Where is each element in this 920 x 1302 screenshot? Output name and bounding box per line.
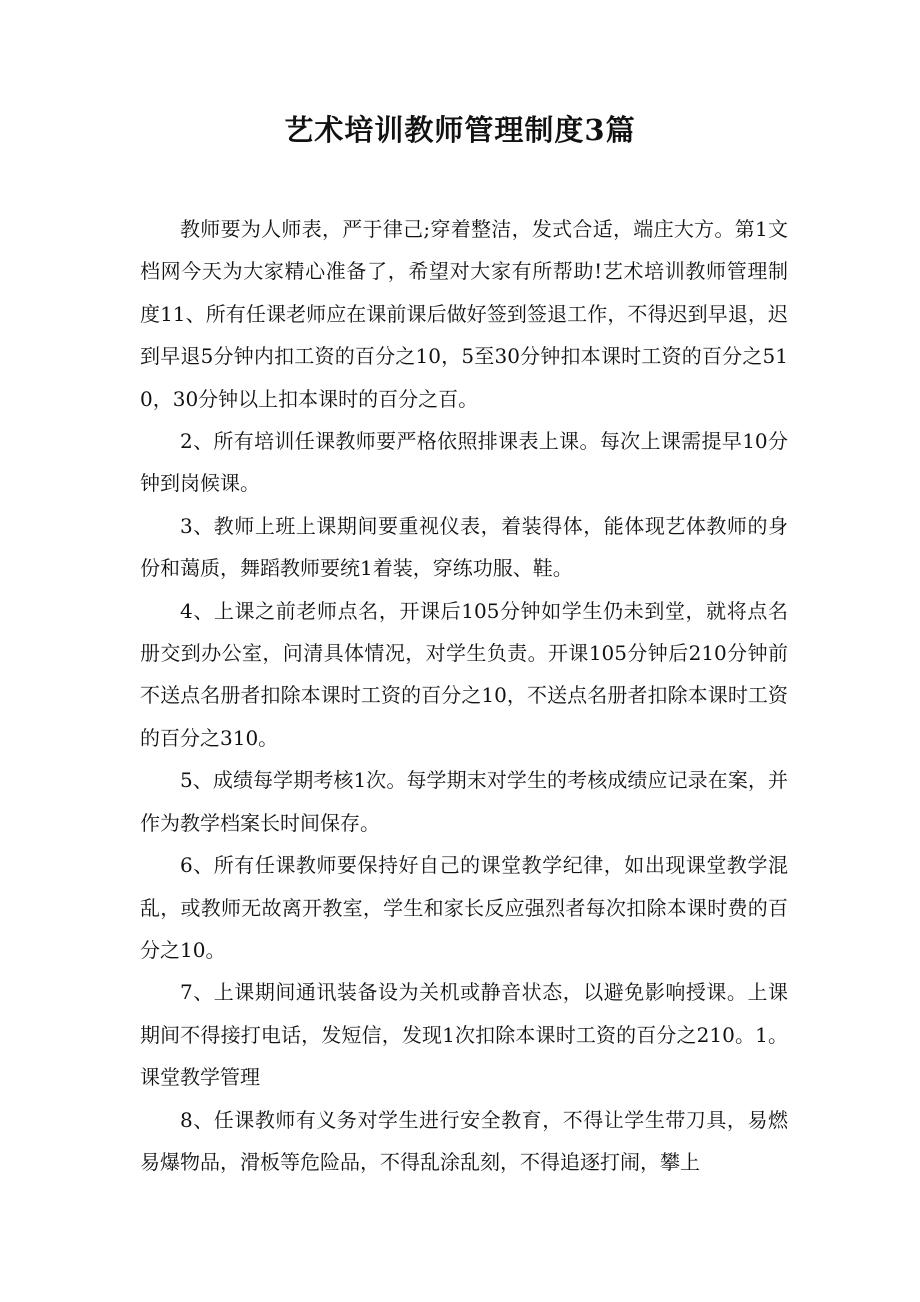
paragraph: 5、成绩每学期考核1次。每学期末对学生的考核成绩应记录在案，并作为教学档案长时间保存。 bbox=[140, 768, 788, 835]
paragraph: 2、所有培训任课教师要严格依照排课表上课。每次上课需提早10分钟到岗候课。 bbox=[140, 429, 788, 496]
document-title: 艺术培训教师管理制度3篇 bbox=[284, 113, 636, 147]
paragraph: 教师要为人师表，严于律己;穿着整洁，发式合适，端庄大方。第1文档网今天为大家精心准备了，希望对大家有所帮助!艺术培训教师管理制度11、所有任课老师应在课前课后做好签到签退工作，不得迟到早退，迟到早退5分钟内扣工资的百分之10，5至30分钟扣本课时工资的百分之510，30分钟以上扣本课时的百分之百。 bbox=[140, 217, 788, 411]
paragraph: 3、教师上班上课期间要重视仪表，着装得体，能体现艺体教师的身份和蔼质，舞蹈教师要统1着装，穿练功服、鞋。 bbox=[140, 513, 788, 581]
paragraph: 7、上课期间通讯装备设为关机或静音状态，以避免影响授课。上课期间不得接打电话，发短信，发现1次扣除本课时工资的百分之210。1。课堂教学管理 bbox=[140, 980, 788, 1090]
paragraph: 6、所有任课教师要保持好自己的课堂教学纪律，如出现课堂教学混乱，或教师无故离开教室，学生和家长反应强烈者每次扣除本课时费的百分之10。 bbox=[140, 853, 788, 962]
paragraph: 4、上课之前老师点名，开课后105分钟如学生仍未到堂，就将点名册交到办公室，问清具体情况，对学生负责。开课105分钟后210分钟前不送点名册者扣除本课时工资的百分之10，不送点名册者扣除本课时工资的百分之310。 bbox=[140, 598, 788, 750]
paragraph: 8、任课教师有义务对学生进行安全教育，不得让学生带刀具，易燃易爆物品，滑板等危险品，不得乱涂乱刻，不得追逐打闹，攀上 bbox=[140, 1107, 788, 1174]
document-body bbox=[140, 208, 788, 1183]
